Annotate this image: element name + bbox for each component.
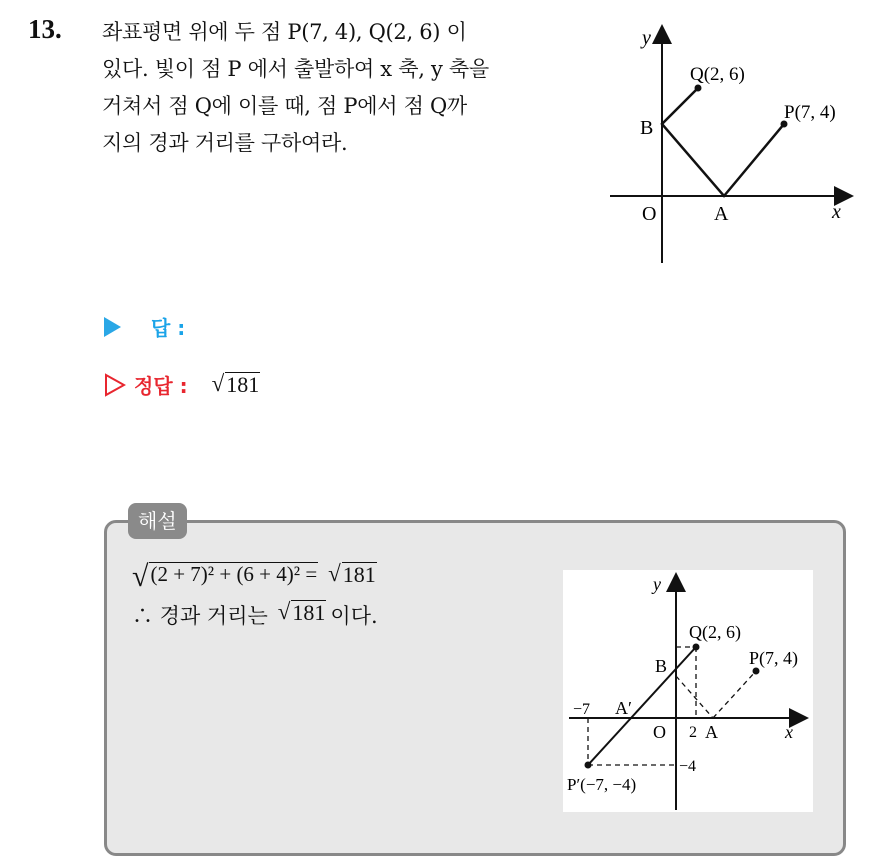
y-axis-label: y — [653, 574, 661, 594]
x-axis-label: x — [785, 722, 793, 742]
problem-figure — [600, 18, 860, 268]
tick-2-label: 2 — [689, 724, 697, 741]
light-path — [662, 88, 784, 196]
correct-answer-label: 정답 : — [134, 374, 188, 398]
point-p-prime-label: P′(−7, −4) — [567, 775, 637, 794]
point-q — [695, 85, 702, 92]
solution-conclusion: ∴ 경과 거리는 √ 181 이다. — [132, 599, 378, 628]
correct-answer-row — [104, 370, 260, 399]
dashed-guides — [588, 647, 756, 765]
point-p — [753, 668, 760, 675]
point-a-label: A — [714, 203, 729, 225]
point-q — [693, 644, 700, 651]
origin-label: O — [653, 722, 666, 742]
question-line-4: 지의 경과 거리를 구하여라. — [102, 131, 348, 155]
answer-row — [104, 312, 185, 341]
question-number: 13. — [28, 14, 62, 44]
point-p-prime — [585, 762, 592, 769]
tick-neg7-label: −7 — [573, 701, 591, 718]
x-axis-label: x — [832, 201, 841, 223]
play-arrow-icon — [104, 317, 121, 337]
question-text — [102, 14, 592, 162]
reflected-path — [588, 647, 696, 765]
question-line-2: 있다. 빛이 점 P 에서 출발하여 x 축, y 축을 — [102, 57, 489, 81]
correct-answer-radicand: 181 — [226, 372, 260, 398]
outline-arrow-icon — [104, 373, 126, 397]
formula-radicand: (2 + 7)² + (6 + 4)² = — [150, 562, 318, 586]
solution-formula: √ (2 + 7)² + (6 + 4)² = √ 181 — [132, 560, 376, 593]
point-p-label: P(7, 4) — [784, 102, 836, 123]
point-a-label: A — [705, 722, 718, 742]
conclusion-value: 181 — [292, 600, 326, 625]
solution-tab: 해설 — [128, 503, 187, 539]
point-a-prime-label: A′ — [615, 698, 632, 718]
answer-label: 답 : — [151, 316, 186, 340]
conclusion-suffix: 이다. — [330, 604, 378, 628]
question-line-1: 좌표평면 위에 두 점 P(7, 4), Q(2, 6) 이 — [102, 20, 467, 44]
y-axis-label: y — [642, 27, 651, 49]
correct-answer-value: √ 181 — [211, 371, 260, 398]
question-line-3: 거쳐서 점 Q에 이를 때, 점 P에서 점 Q까 — [102, 94, 467, 118]
point-q-label: Q(2, 6) — [689, 622, 741, 642]
tick-neg4-label: −4 — [679, 758, 697, 775]
point-b-label: B — [640, 117, 654, 139]
solution-figure — [563, 570, 813, 812]
conclusion-prefix: ∴ 경과 거리는 — [132, 604, 268, 628]
point-b-label: B — [655, 656, 668, 676]
point-q-label: Q(2, 6) — [690, 64, 745, 85]
origin-label: O — [642, 203, 657, 225]
formula-result: 181 — [342, 562, 376, 587]
point-p-label: P(7, 4) — [749, 648, 798, 668]
